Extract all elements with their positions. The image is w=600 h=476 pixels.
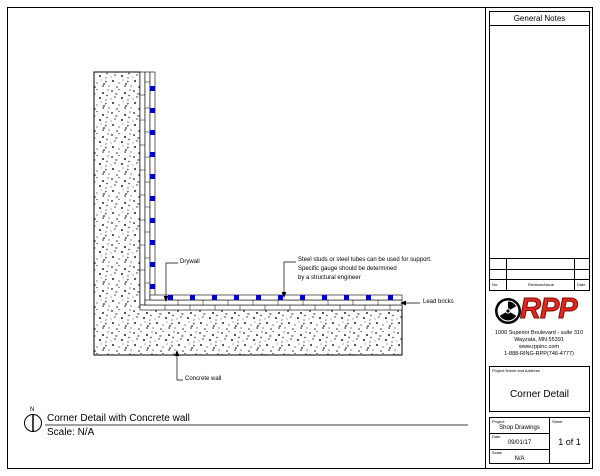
steel-stud bbox=[168, 295, 173, 300]
steel-stud bbox=[150, 152, 155, 157]
drywall-label: Drywall bbox=[180, 259, 200, 265]
drawing-scale: Scale: N/A bbox=[47, 427, 95, 438]
address-line-1: 1000 Superior Boulevard - suite 310 bbox=[494, 330, 584, 336]
steel-stud bbox=[150, 130, 155, 135]
company-address bbox=[485, 330, 593, 358]
logo-text: RPP bbox=[520, 293, 577, 325]
steel-stud bbox=[150, 196, 155, 201]
general-notes-panel bbox=[489, 11, 590, 259]
revision-col-issue: Revision/Issue bbox=[527, 282, 554, 287]
revision-table bbox=[489, 259, 590, 291]
steel-stud bbox=[150, 86, 155, 91]
steel-stud bbox=[190, 295, 195, 300]
address-line-4: 1-888-RING-RPP(746-4777) bbox=[504, 351, 574, 357]
north-arrow-icon bbox=[25, 414, 42, 432]
address-line-3: www.rppinc.com bbox=[518, 344, 560, 350]
lead-bricks-label: Lead bricks bbox=[423, 299, 454, 305]
steel-stud bbox=[256, 295, 261, 300]
general-notes-header: General Notes bbox=[490, 12, 589, 26]
steel-stud bbox=[322, 295, 327, 300]
steel-stud bbox=[150, 262, 155, 267]
project-name-label: Project Name and Address bbox=[492, 368, 540, 373]
steel-stud bbox=[234, 295, 239, 300]
sheet-info-box bbox=[489, 417, 590, 464]
steel-stud bbox=[150, 240, 155, 245]
steel-stud bbox=[388, 295, 393, 300]
steel-stud bbox=[150, 108, 155, 113]
date-value: 09/01/17 bbox=[507, 440, 532, 446]
steel-stud bbox=[344, 295, 349, 300]
revision-col-no: No. bbox=[492, 282, 499, 287]
project-name: Corner Detail bbox=[510, 389, 569, 400]
concrete-wall-label: Concrete wall bbox=[185, 376, 222, 382]
vertical-wall-assembly bbox=[140, 72, 155, 305]
steel-note-line-1: Steel studs or steel tubes can be used for support. bbox=[298, 257, 432, 263]
steel-stud bbox=[150, 174, 155, 179]
address-line-2: Wayzata, MN 55391 bbox=[514, 337, 564, 343]
revision-col-date: Date bbox=[577, 282, 586, 287]
steel-stud bbox=[366, 295, 371, 300]
project-label: Project bbox=[492, 419, 505, 424]
steel-stud-note bbox=[298, 256, 432, 283]
scale-label: Scale bbox=[492, 450, 503, 455]
sheet-value: 1 of 1 bbox=[558, 437, 581, 447]
horizontal-wall-assembly bbox=[140, 295, 402, 310]
steel-stud bbox=[150, 218, 155, 223]
sheet-label: Sheet bbox=[552, 419, 563, 424]
steel-note-line-2: Specific gauge should be determined bbox=[298, 266, 397, 272]
project-name-box bbox=[489, 366, 590, 412]
steel-note-line-3: by a structural engineer bbox=[298, 275, 361, 281]
date-label: Date bbox=[492, 434, 501, 439]
scale-value: N/A bbox=[514, 456, 525, 462]
steel-stud bbox=[150, 284, 155, 289]
steel-stud bbox=[212, 295, 217, 300]
rpp-logo bbox=[495, 295, 587, 325]
north-letter: N bbox=[30, 407, 35, 413]
project-value: Shop Drawings bbox=[499, 425, 540, 431]
drawing-title: Corner Detail with Concrete wall bbox=[47, 413, 190, 424]
steel-stud bbox=[300, 295, 305, 300]
steel-stud bbox=[278, 295, 283, 300]
